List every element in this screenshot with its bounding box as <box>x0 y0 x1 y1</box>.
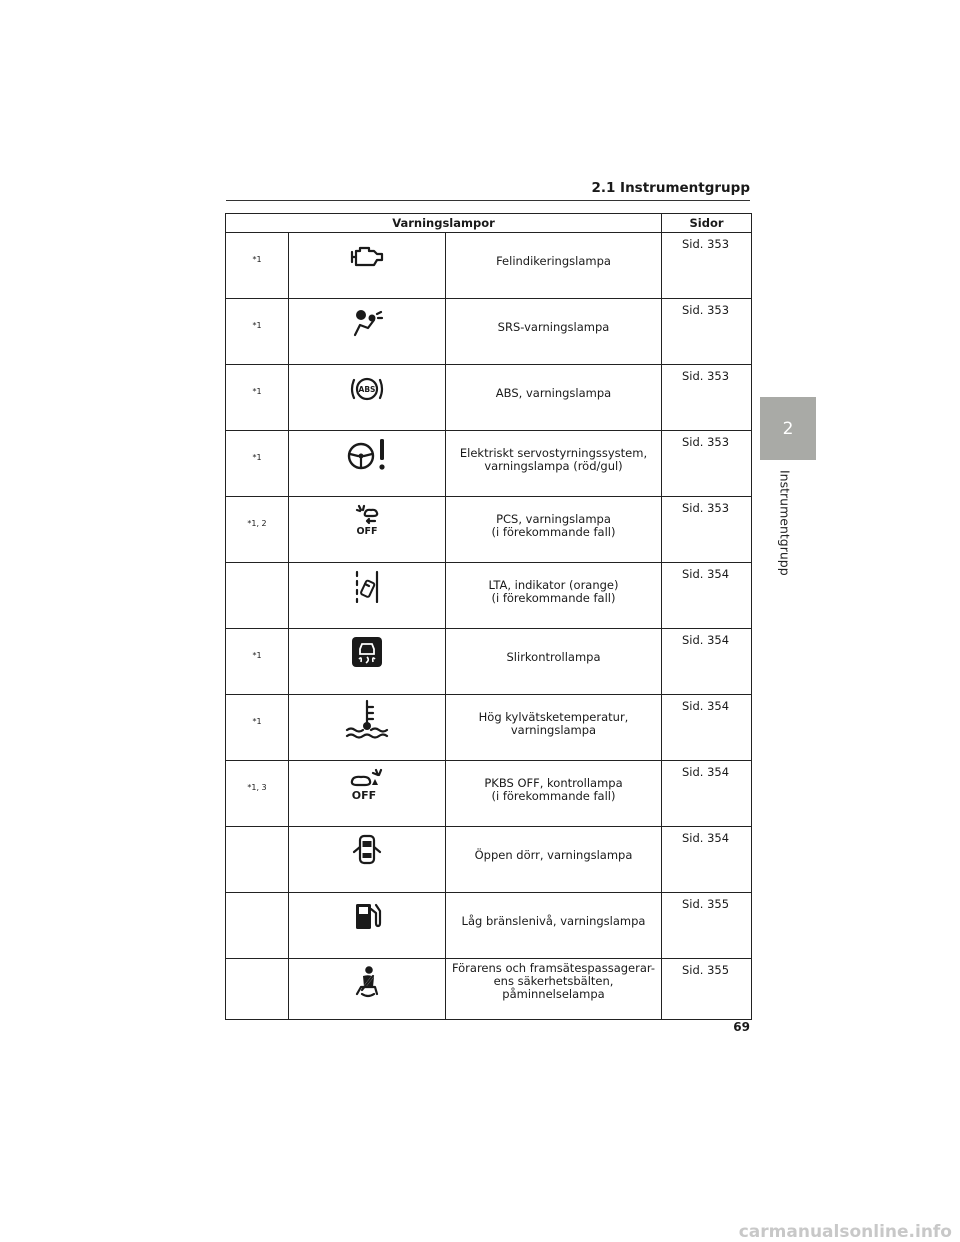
footnote-cell <box>226 893 289 959</box>
icon-cell <box>289 431 446 497</box>
slip-control-icon <box>347 635 387 669</box>
pkbs-off-icon <box>343 767 391 803</box>
description-cell: Hög kylvätsketemperatur, varningslampa <box>446 695 662 761</box>
footnote-cell: *1 <box>226 233 289 299</box>
table-header-row <box>226 214 752 233</box>
description-cell: Öppen dörr, varningslampa <box>446 827 662 893</box>
icon-cell <box>289 893 446 959</box>
open-door-icon <box>347 833 387 867</box>
table-row <box>226 629 752 695</box>
page-reference[interactable]: Sid. 354 <box>662 695 752 761</box>
icon-cell <box>289 827 446 893</box>
page-reference[interactable]: Sid. 355 <box>662 959 752 1020</box>
description-cell: ABS, varningslampa <box>446 365 662 431</box>
table-row <box>226 563 752 629</box>
table-row <box>226 959 752 1020</box>
page-reference[interactable]: Sid. 354 <box>662 629 752 695</box>
svg-text:OFF: OFF <box>351 789 377 802</box>
page-reference[interactable]: Sid. 354 <box>662 761 752 827</box>
page-reference[interactable]: Sid. 353 <box>662 497 752 563</box>
footnote-cell <box>226 563 289 629</box>
description-cell: Förarens och framsätespassagerar- ens säkerhetsbälten, påminnelselampa <box>446 959 662 1020</box>
coolant-temp-icon <box>343 699 391 739</box>
page-reference[interactable]: Sid. 354 <box>662 563 752 629</box>
footnote-cell: *1, 2 <box>226 497 289 563</box>
footnote-cell: *1 <box>226 431 289 497</box>
footnote-cell: *1 <box>226 629 289 695</box>
table-row <box>226 431 752 497</box>
lta-lane-icon <box>347 569 387 603</box>
footnote-cell: *1 <box>226 695 289 761</box>
footnote-cell: *1 <box>226 365 289 431</box>
abs-icon <box>347 375 387 403</box>
svg-text:ABS: ABS <box>358 385 376 394</box>
page-reference[interactable]: Sid. 353 <box>662 233 752 299</box>
table-row <box>226 893 752 959</box>
table-row <box>226 365 752 431</box>
page-reference[interactable]: Sid. 353 <box>662 431 752 497</box>
header-pages: Sidor <box>662 214 752 233</box>
page-reference[interactable]: Sid. 354 <box>662 827 752 893</box>
footnote-cell: *1, 3 <box>226 761 289 827</box>
icon-cell <box>289 761 446 827</box>
section-title: 2.1 Instrumentgrupp <box>226 178 750 201</box>
header-warning-lamps: Varningslampor <box>226 214 662 233</box>
table-row <box>226 299 752 365</box>
table-row <box>226 497 752 563</box>
engine-check-icon <box>347 243 387 271</box>
description-cell: LTA, indikator (orange) (i förekommande fall) <box>446 563 662 629</box>
description-cell: Låg bränslenivå, varningslampa <box>446 893 662 959</box>
srs-airbag-icon <box>347 309 387 337</box>
chapter-label: Instrumentgrupp <box>777 470 793 576</box>
description-cell: PKBS OFF, kontrollampa (i förekommande fall) <box>446 761 662 827</box>
watermark: carmanualsonline.info <box>738 1222 952 1242</box>
table-row <box>226 695 752 761</box>
table-row <box>226 827 752 893</box>
icon-cell <box>289 959 446 1020</box>
description-cell: PCS, varningslampa (i förekommande fall) <box>446 497 662 563</box>
icon-cell <box>289 629 446 695</box>
icon-cell <box>289 695 446 761</box>
pcs-off-icon <box>347 503 387 537</box>
description-cell: Elektriskt servostyrningssystem, varningslampa (röd/gul) <box>446 431 662 497</box>
fuel-pump-icon <box>347 899 387 933</box>
seatbelt-icon <box>347 965 387 999</box>
footnote-cell <box>226 959 289 1020</box>
description-cell: Slirkontrollampa <box>446 629 662 695</box>
icon-cell <box>289 563 446 629</box>
page-reference[interactable]: Sid. 353 <box>662 299 752 365</box>
icon-cell <box>289 497 446 563</box>
table-row <box>226 761 752 827</box>
power-steering-icon <box>342 437 392 473</box>
footnote-cell <box>226 827 289 893</box>
description-cell: SRS-varningslampa <box>446 299 662 365</box>
icon-cell <box>289 365 446 431</box>
page-number: 69 <box>733 1020 750 1034</box>
description-cell: Felindikeringslampa <box>446 233 662 299</box>
svg-text:OFF: OFF <box>356 526 378 537</box>
page-reference[interactable]: Sid. 353 <box>662 365 752 431</box>
table-row <box>226 233 752 299</box>
warning-lamps-table <box>225 213 752 1020</box>
page-reference[interactable]: Sid. 355 <box>662 893 752 959</box>
icon-cell <box>289 233 446 299</box>
chapter-tab[interactable]: 2 <box>760 397 816 460</box>
footnote-cell: *1 <box>226 299 289 365</box>
icon-cell <box>289 299 446 365</box>
